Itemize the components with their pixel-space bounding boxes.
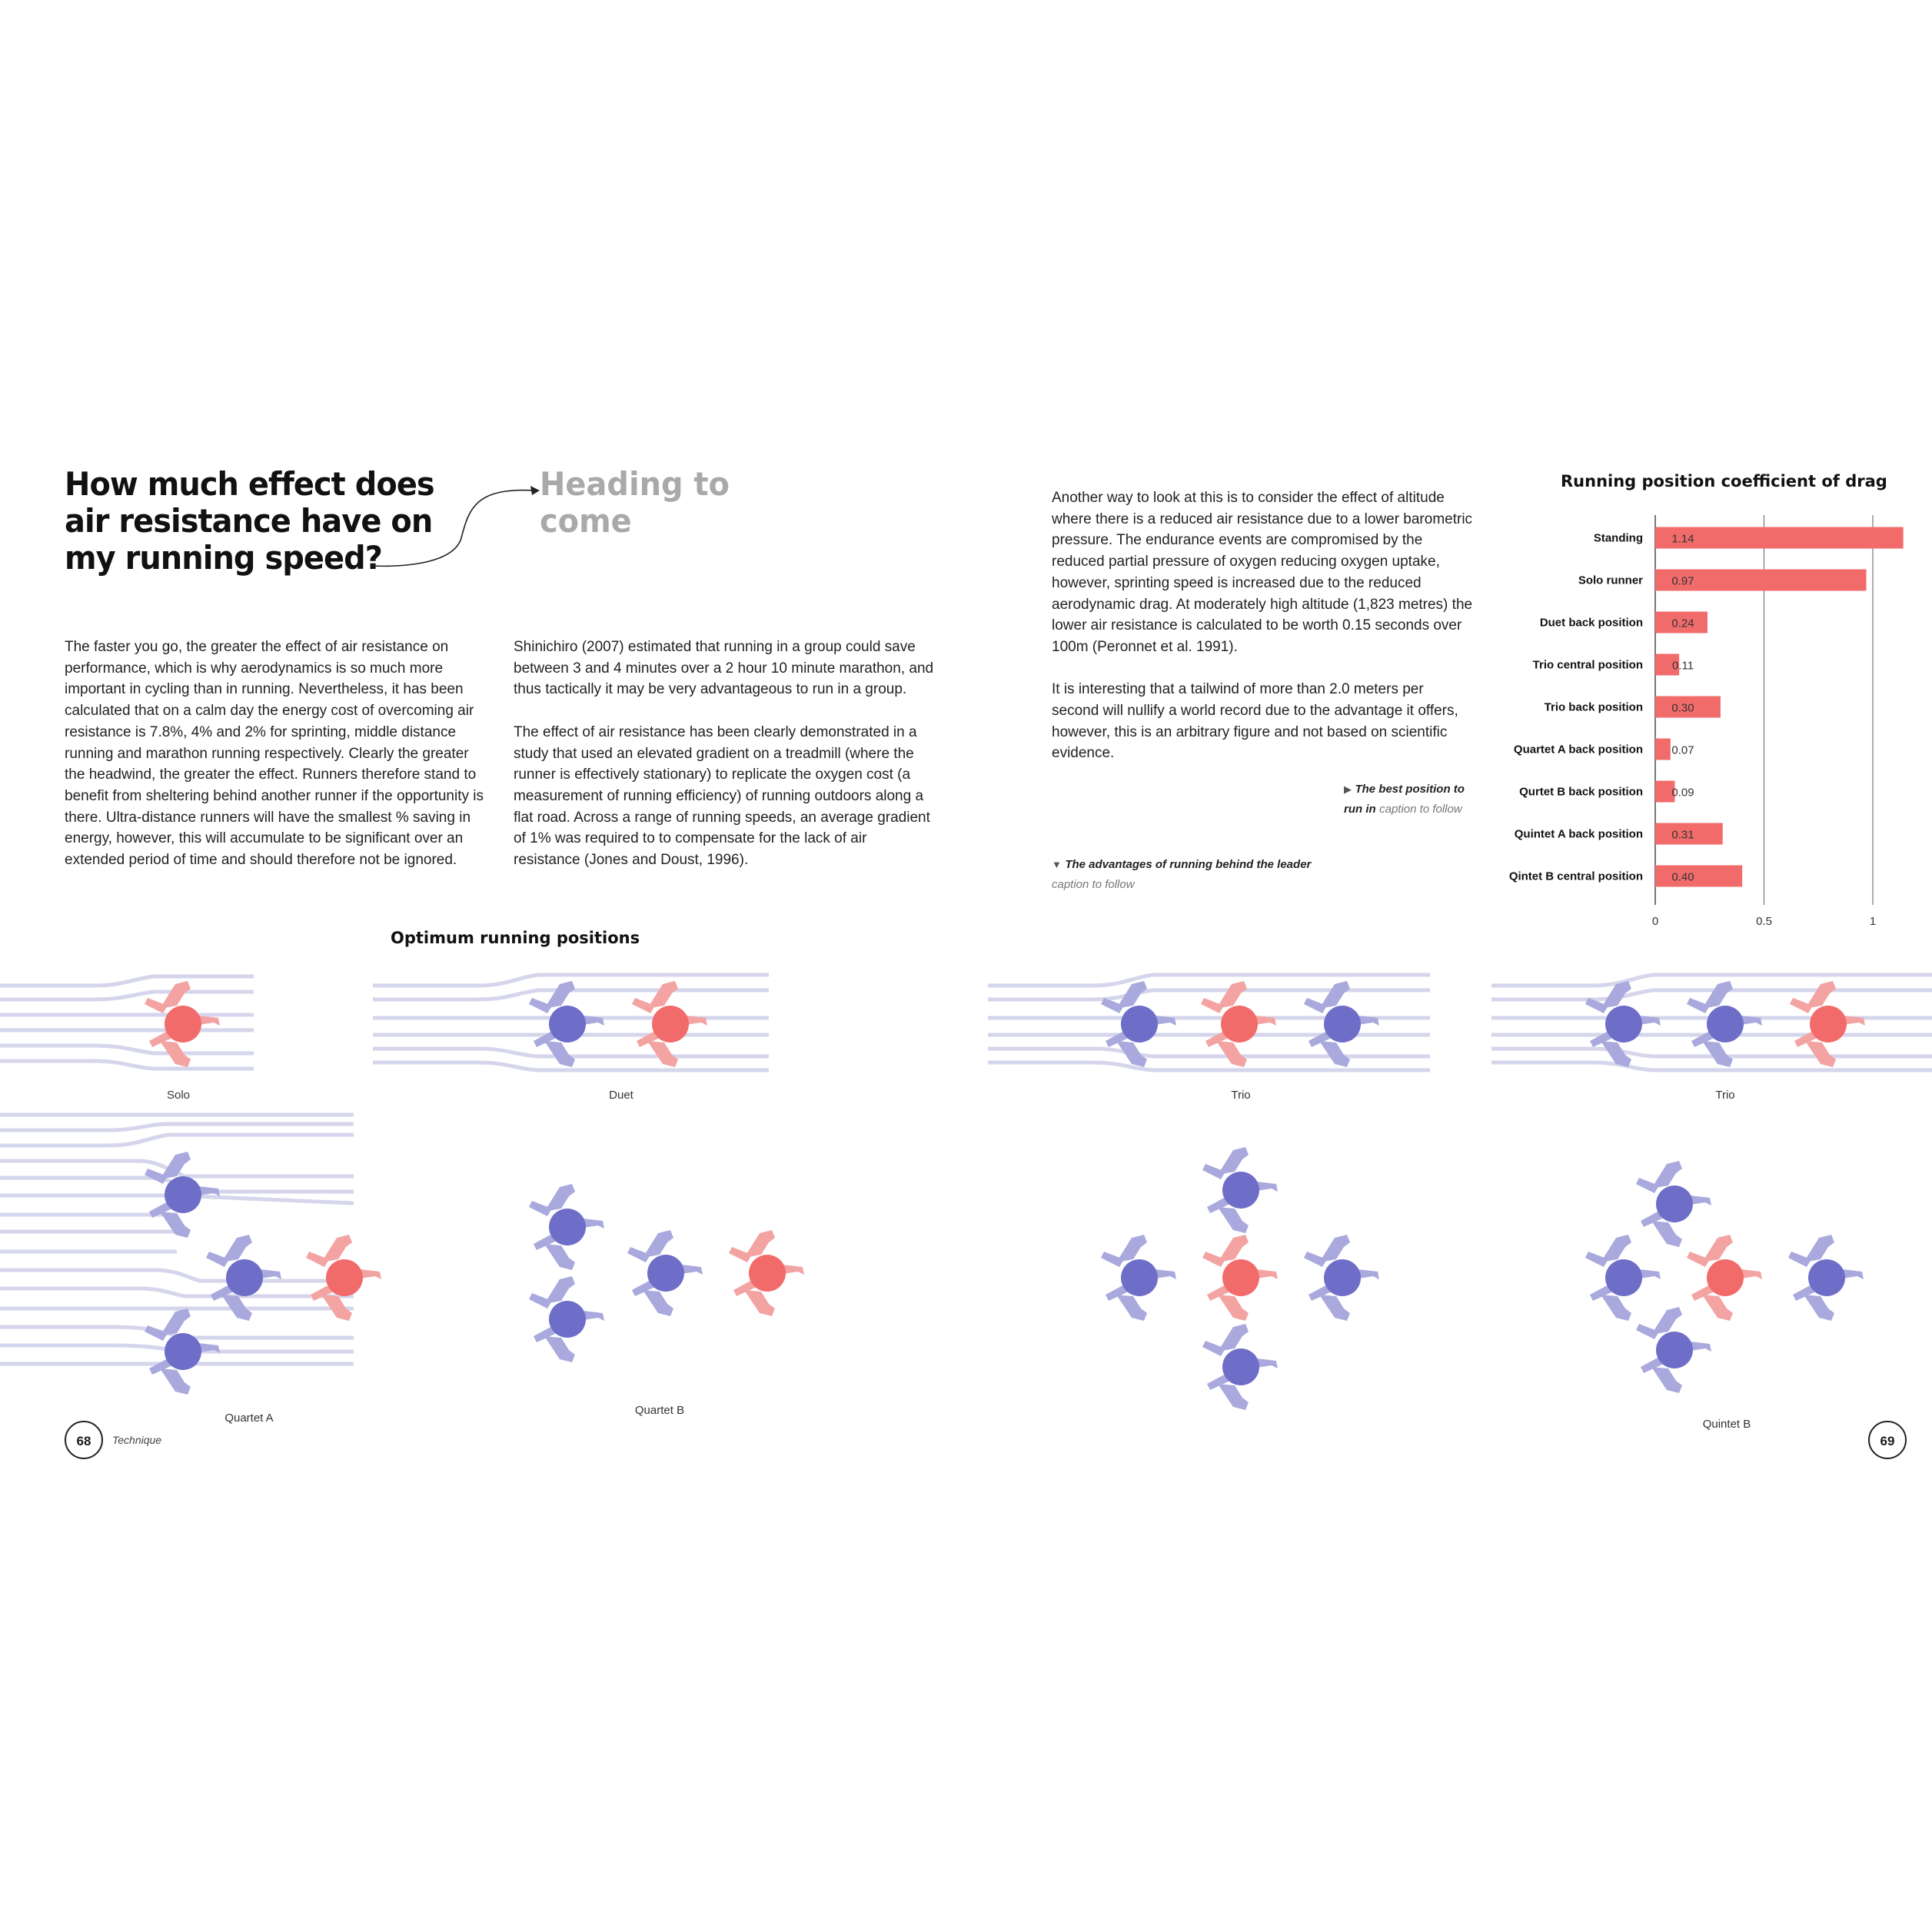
runner-trio1-blue-front [1101, 981, 1176, 1067]
runner-duet-red [632, 981, 707, 1067]
runner-quintetA-blue-left [1101, 1235, 1176, 1321]
category-label: Trio back position [1544, 700, 1643, 714]
runner-quintetB-blue-left [1585, 1235, 1661, 1321]
heading-placeholder-line-2: come [540, 502, 632, 540]
category-label: Trio central position [1532, 658, 1643, 672]
data-label: 0.40 [1671, 870, 1694, 884]
runner-quartetB-red [729, 1230, 804, 1316]
data-label: 0.97 [1671, 574, 1694, 588]
caption-title: The best position to [1355, 783, 1465, 796]
caption-title: The advantages of running behind the leader [1065, 858, 1312, 871]
caption-best-position [1344, 780, 1513, 820]
runner-quintetB-blue-right [1788, 1235, 1864, 1321]
category-label: Quintet A back position [1514, 827, 1643, 841]
runner-quintetB-blue-bottom [1636, 1307, 1711, 1393]
heading-placeholder [540, 466, 730, 540]
category-label: Standing [1593, 531, 1643, 545]
data-label: 0.09 [1671, 786, 1694, 800]
figure-label-duet: Duet [609, 1089, 633, 1102]
body-column-2 [514, 637, 935, 892]
x-tick-label: 0.5 [1756, 915, 1772, 928]
runner-quintetA-blue-top [1202, 1147, 1278, 1233]
runner-quintetA-blue-right [1304, 1235, 1379, 1321]
running-positions-figure [0, 953, 1932, 1445]
caption-title: run in [1344, 803, 1376, 816]
x-tick-label: 0 [1651, 915, 1659, 928]
runner-quintetA-red [1202, 1235, 1278, 1321]
caption-sub: caption to follow [1379, 803, 1462, 816]
body-column-3 [1052, 487, 1473, 786]
figure-label-quintet-b: Quintet B [1702, 1418, 1751, 1431]
page-number-left: 68 [65, 1421, 103, 1459]
data-label: 0.24 [1671, 617, 1694, 630]
runner-quartetB-blue-bottom [529, 1276, 604, 1362]
paragraph: It is interesting that a tailwind of more than 2.0 meters per second will nullify a world record due to the advantage it offers, however, this is an arbitrary figure and not based on scientific evidence. [1052, 681, 1458, 762]
category-label: Duet back position [1539, 616, 1643, 630]
category-label: Qurtet B back position [1519, 785, 1643, 799]
runner-quartetB-blue-mid [627, 1230, 703, 1316]
runner-trio1-red [1201, 981, 1276, 1067]
page-number-right: 69 [1868, 1421, 1907, 1459]
paragraph: The faster you go, the greater the effect of air resistance on performance, which is why aerodynamics is so much more important in cycling than in running. Nevertheless, it has been calculated that on a calm day the energy cost of overcoming air resistance is 7.8%, 4% and 2% for sprinting, middle distance running and marathon running respectively. Clearly the greater the headwind, the greater the effect. Runners therefore stand to benefit from sheltering behind another runner if the opportunity is there. Ultra-distance runners will have the smallest % saving in energy, however, this will accumulate to be significant over an extended period of time and should therefore not be ignored. [65, 639, 484, 869]
paragraph: Shinichiro (2007) estimated that running in a group could save between 3 and 4 minutes over a 2 hour 10 minute marathon, and thus tactically it may be very advantageous to run in a group. [514, 639, 934, 698]
title-line-2: air resistance have on [65, 502, 433, 540]
triangle-right-icon: ▶ [1344, 783, 1352, 795]
section-name: Technique [112, 1434, 162, 1446]
body-column-1 [65, 637, 486, 892]
paragraph: Another way to look at this is to consider the effect of altitude where there is a reduced air resistance due to a lower barometric pressure. The endurance events are compromised by the reduced partial pressure of oxygen reducing oxygen uptake, however, sprinting speed is increased due to the reduced aerodynamic drag. At moderately high altitude (1,823 metres) the lower air resistance is calculated to be worth 0.15 seconds over 100m (Peronnet et al. 1991). [1052, 490, 1473, 655]
bar [1655, 739, 1671, 760]
figure-label-trio: Trio [1231, 1089, 1251, 1102]
data-label: 0.30 [1671, 701, 1694, 715]
heading-placeholder-line-1: Heading to [540, 465, 730, 503]
title-arrow-icon [361, 477, 546, 577]
title-line-3: my running speed? [65, 539, 382, 577]
triangle-down-icon: ▼ [1052, 859, 1062, 870]
figure-label-quartet-b: Quartet B [634, 1404, 685, 1417]
runner-quintetA-blue-bottom [1202, 1324, 1278, 1410]
runner-quintetB-red [1687, 1235, 1762, 1321]
paragraph: The effect of air resistance has been clearly demonstrated in a study that used an elevated gradient on a treadmill (where the runner is effectively stationary) to replicate the oxygen cost (a measurement of running efficiency) of running outdoors along a flat road. Across a range of running speeds, an average gradient of 1% was required to to compensate for the lack of air resistance (Jones and Doust, 1996). [514, 723, 930, 869]
runner-quartetB-blue-top [529, 1184, 604, 1270]
runner-duet-blue [529, 981, 604, 1067]
figure-title: Optimum running positions [391, 929, 640, 947]
x-tick-label: 1 [1869, 915, 1877, 928]
figure-label-trio-2: Trio [1715, 1089, 1735, 1102]
runner-trio2-blue-2 [1687, 981, 1762, 1067]
category-label: Qintet B central position [1508, 870, 1643, 883]
caption-sub: caption to follow [1052, 878, 1135, 891]
caption-running-behind [1052, 855, 1375, 895]
category-label: Solo runner [1578, 574, 1643, 587]
data-label: 0.07 [1671, 743, 1694, 757]
data-label: 0.11 [1671, 659, 1694, 673]
data-label: 0.31 [1671, 828, 1694, 842]
drag-coefficient-chart [1491, 507, 1922, 938]
chart-title: Running position coefficient of drag [1561, 472, 1887, 490]
figure-label-quartet-a: Quartet A [224, 1412, 274, 1425]
bar [1655, 866, 1742, 887]
category-label: Quartet A back position [1513, 743, 1643, 757]
data-label: 1.14 [1671, 532, 1694, 546]
runner-trio2-red [1790, 981, 1865, 1067]
runner-trio1-blue-back [1304, 981, 1379, 1067]
figure-label-solo: Solo [166, 1089, 191, 1102]
runner-quintetB-blue-top [1636, 1161, 1711, 1247]
title-line-1: How much effect does [65, 465, 434, 503]
